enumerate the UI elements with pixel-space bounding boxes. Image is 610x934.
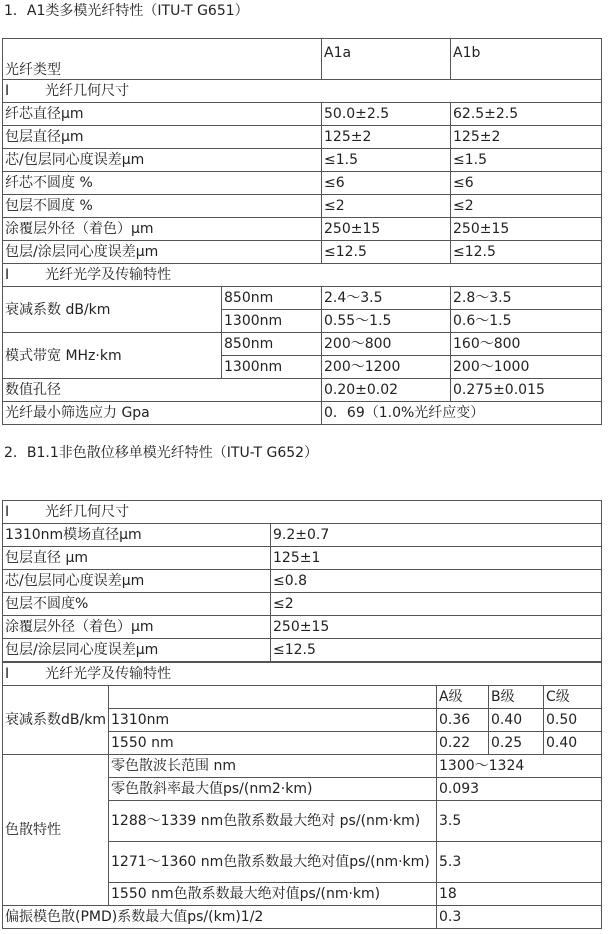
a1b-value: 200～1000 [451,356,602,379]
b11-optical-table [2,662,602,929]
dispersion-value: 5.3 [437,842,602,883]
table-row [3,755,602,778]
table-row [3,195,602,218]
bandwidth-label: 模式带宽 MHz·km [3,333,222,379]
wavelength: 850nm [222,333,322,356]
a1b-header: A1b [451,39,602,80]
pmd-label: 偏振模色散(PMD)系数最大值ps/(km)1/2 [3,906,437,929]
a1b-value: 0.6～1.5 [451,310,602,333]
table-row [3,524,602,547]
attenuation-label: 衰减系数 dB/km [3,287,222,333]
optic-title-text: 光纤光学及传输特性 [45,666,172,682]
row-label: 包层/涂层同心度误差μm [3,241,322,264]
geometry-section-title: Ⅰ 光纤几何尺寸 [3,80,602,103]
geometry-title-text: 光纤几何尺寸 [45,504,130,520]
a1b-value: 0.275±0.015 [451,379,602,402]
row-label: 包层不圆度 % [3,195,322,218]
a1a-value: ≤1.5 [322,149,451,172]
a1b-value: 125±2 [451,126,602,149]
grade-c-header: C级 [544,686,602,709]
row-label: 1310nm模场直径μm [3,524,271,547]
table-row [3,686,602,709]
table-row [3,103,602,126]
a1b-value: 62.5±2.5 [451,103,602,126]
table-row [3,593,602,616]
table-row [3,126,602,149]
table-row [3,333,602,356]
grade-a-value: 0.22 [437,732,489,755]
a1b-value: ≤1.5 [451,149,602,172]
proof-stress-label: 光纤最小筛选应力 Gpa [3,402,322,425]
row-label: 包层不圆度% [3,593,271,616]
table-row [3,379,602,402]
fiber-type-header: 光纤类型 [3,39,322,80]
a1a-value: 250±15 [322,218,451,241]
row-label: 纤芯不圆度 % [3,172,322,195]
numerical-aperture-label: 数值孔径 [3,379,322,402]
table-row [3,172,602,195]
a1b-value: ≤6 [451,172,602,195]
b11-geometry-table [2,500,602,662]
grade-a-value: 0.36 [437,709,489,732]
row-value: 9.2±0.7 [271,524,602,547]
dispersion-param: 1550 nm色散系数最大绝对值ps/(nm·km) [109,883,437,906]
attenuation-label: 衰减系数dB/km [3,686,109,755]
pmd-value: 0.3 [437,906,602,929]
a1a-value: 0.55～1.5 [322,310,451,333]
a1a-value: ≤6 [322,172,451,195]
a1b-value: ≤2 [451,195,602,218]
a1-fiber-table [2,38,602,425]
dispersion-label: 色散特性 [3,755,109,906]
a1a-value: ≤12.5 [322,241,451,264]
row-value: ≤12.5 [271,639,602,662]
a1b-value: 2.8～3.5 [451,287,602,310]
row-label: 涂覆层外径（着色）μm [3,218,322,241]
grade-b-header: B级 [489,686,544,709]
a1b-value: 160～800 [451,333,602,356]
optic-section-title: Ⅰ 光纤光学及传输特性 [3,663,602,686]
row-label: 涂覆层外径（着色）μm [3,616,271,639]
section1-heading: 1．A1类多模光纤特性（ITU-T G651） [4,3,249,19]
row-label: 包层直径 μm [3,547,271,570]
row-label: 芯/包层同心度误差μm [3,149,322,172]
geometry-section-title: Ⅰ 光纤几何尺寸 [3,501,602,524]
dispersion-value: 3.5 [437,801,602,842]
grade-a-header: A级 [437,686,489,709]
table-row [3,547,602,570]
row-value: ≤0.8 [271,570,602,593]
wavelength: 850nm [222,287,322,310]
row-value: 250±15 [271,616,602,639]
row-value: 125±1 [271,547,602,570]
row-label: 包层直径μm [3,126,322,149]
proof-stress-value: 0．69（1.0%光纤应变） [322,402,602,425]
a1a-value: 0.20±0.02 [322,379,451,402]
a1a-header: A1a [322,39,451,80]
dispersion-value: 18 [437,883,602,906]
wavelength: 1550 nm [109,732,437,755]
a1b-value: ≤12.5 [451,241,602,264]
a1a-value: ≤2 [322,195,451,218]
grade-b-value: 0.40 [489,709,544,732]
optic-title-text: 光纤光学及传输特性 [45,267,172,283]
dispersion-value: 0.093 [437,778,602,801]
table-row [3,287,602,310]
dispersion-param: 1288～1339 nm色散系数最大绝对 ps/(nm·km) [109,801,437,842]
dispersion-param: 零色散波长范围 nm [109,755,437,778]
grade-c-value: 0.40 [544,732,602,755]
table-row [3,616,602,639]
geometry-title-text: 光纤几何尺寸 [45,83,130,99]
optic-section-title: Ⅰ 光纤光学及传输特性 [3,264,602,287]
row-label: 芯/包层同心度误差μm [3,570,271,593]
wavelength: 1300nm [222,310,322,333]
row-label: 包层/涂层同心度误差μm [3,639,271,662]
wavelength: 1310nm [109,709,437,732]
table-row [3,906,602,929]
dispersion-value: 1300～1324 [437,755,602,778]
table-row [3,241,602,264]
a1a-value: 200～800 [322,333,451,356]
section2-heading: 2．B1.1非色散位移单模光纤特性（ITU-T G652） [4,445,319,461]
table-row [3,570,602,593]
a1a-value: 2.4～3.5 [322,287,451,310]
dispersion-param: 零色散斜率最大值ps/(nm2·km) [109,778,437,801]
wavelength: 1300nm [222,356,322,379]
dispersion-param: 1271～1360 nm色散系数最大绝对值ps/(nm·km) [109,842,437,883]
table-row [3,218,602,241]
a1b-value: 250±15 [451,218,602,241]
grade-c-value: 0.50 [544,709,602,732]
row-label: 纤芯直径μm [3,103,322,126]
a1a-value: 50.0±2.5 [322,103,451,126]
row-value: ≤2 [271,593,602,616]
a1a-value: 125±2 [322,126,451,149]
table-row [3,149,602,172]
grade-b-value: 0.25 [489,732,544,755]
table-row [3,639,602,662]
table-row [3,402,602,425]
a1a-value: 200～1200 [322,356,451,379]
